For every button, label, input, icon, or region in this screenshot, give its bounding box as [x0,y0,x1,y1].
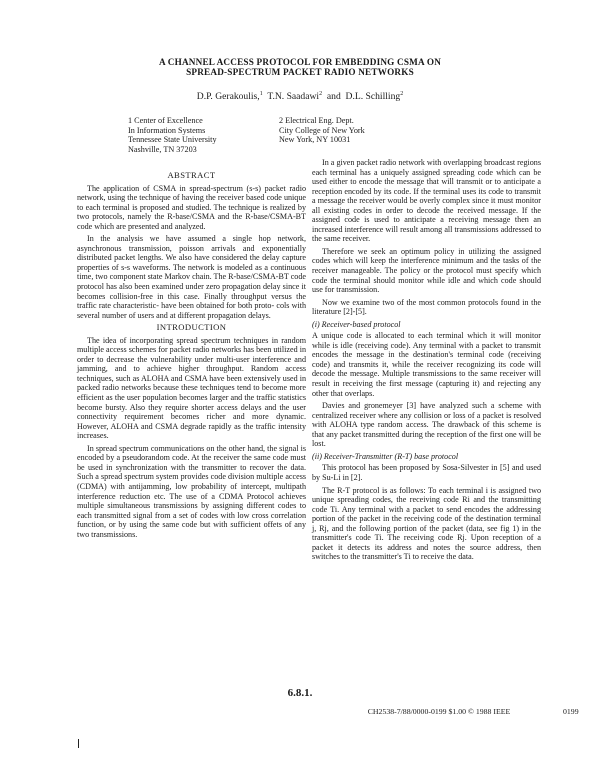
author-conjunction: and [326,91,341,103]
affiliation-left: 1 Center of Excellence In Information Systems Tennessee State University Nashville, TN 37203 [128,116,217,154]
abstract-heading: ABSTRACT [167,170,216,180]
subsection-heading: (i) Receiver-based protocol [312,319,401,329]
left-column [77,168,306,542]
copyright-footer: CH2538-7/88/0000-0199 $1.00 © 1988 IEEE [367,707,511,716]
author-name: D.P. Gerakoulis, [196,91,260,103]
page-number: 6.8.1. [287,687,313,699]
author-list: D.P. Gerakoulis,$^1$ T.N. Saadawi$^2$ and D.L. Schilling$^2$ [196,91,404,103]
author-name: D.L. Schilling [345,91,401,103]
author-name: T.N. Saadawi [267,91,320,103]
paper-title-line-2: SPREAD-SPECTRUM PACKET RADIO NETWORKS [186,67,414,77]
paragraph: Davies and gronemeyer [3] have analyzed such a scheme with centralized receiver where any collision or loss of a packet is resolved with ALOHA type random access. The drawback of this scheme is that any packet transmitted during the reception of the first one will be lost. [312,401,541,449]
right-column [312,158,541,565]
paragraph: Now we examine two of the most common protocols found in the literature [2]-[5]. [312,297,541,317]
paper-title-line-1: A CHANNEL ACCESS PROTOCOL FOR EMBEDDING CSMA ON [158,57,442,67]
affiliation-right: 2 Electrical Eng. Dept. City College of New York New York, NY 10031 [279,116,365,145]
paragraph: In spread spectrum communications on the other hand, the signal is encoded by a pseudorandom code. At the receiver the same code must be used in synchronization with the transmitter to recover the data. Such a spread spectrum system provides code division multiple access (CDMA) with antijamming, low probability of intercept, multipath interference reduction etc. The use of a CDMA Protocol achieves multiple simultaneous transmissions by assigning different codes to each transmitted signal from a set of codes with low cross correlation function, or by using the same code but with sufficient offets of any two transmissions. [77,443,306,539]
paragraph: The idea of incorporating spread spectrum techniques in random multiple access schemes for packet radio networks has been utilized in order to decrease the vulnerability under multi-user interference and jamming, and to achieve higher throughput. Random access techniques, such as ALOHA and CSMA have been extensively used in packed radio networks because these techniques tend to become more efficient as the user population becomes larger and the traffic statistics become bursty. Also they require shorter access delays and the user connectivity requirement becomes richer and more dynamic. However, ALOHA and CSMA degrade rapidly as the traffic intensity increases. [77,335,306,441]
paragraph: In the analysis we have assumed a single hop network, asynchronous transmission, poisson arrivals and exponentially distributed packet lengths. We also have considered the delay capture properties of s-s waveforms. The network is modeled as a continuous time, two component state Markov chain. The R-base/CSMA-BT code protocol has also been examined under zero propagation delay since it becomes collision-free in this case. Finally throughput versus the traffic rate characteristic- have been obtained for both proto- cols with several number of users and at different propagation delays. [77,234,306,320]
paragraph: The R-T protocol is as follows: To each terminal i is assigned two unique spreading codes, the receiving code Ri and the transmitting code Ti. Any terminal with a packet to send encodes the addressing portion of the packet in the receiving code of the destination terminal j, Rj, and the following portion of the packet (data, see fig 1) in the transmitter's code Ti. The receiving code Rj. Upon reception of a packet it detects its address and notes the source address, then switches to the transmitter's Ti to receive the data. [312,485,541,562]
paragraph: A unique code is allocated to each terminal which it will monitor while is idle (receiving code). Any terminal with a packet to transmit encodes the message in the destination's terminal code (receiving code) and transmits it, while the receiver recognizing its code will decode the message. Multiple transmissions to the same receiver will result in receiving the first message (capturing it) and rejecting any other that overlaps. [312,331,541,398]
paragraph: Therefore we seek an optimum policy in utilizing the assigned codes which will keep the interference minimum and the tasks of the receiver manageable. The policy or the protocol must specify which code the terminal should monitor while idle and which code should use for transmission. [312,246,541,295]
margin-mark [78,739,79,748]
paragraph: This protocol has been proposed by Sosa-Silvester in [5] and used by Su-Li in [2]. [312,463,541,482]
paragraph: In a given packet radio network with overlapping broadcast regions each terminal has a uniquely assigned spreading code which can be used either to encode the message that will transmit or to anticipate a reception encoded by its code. If the terminal uses its code to transmit a message the receiver would be overly complex since it must monitor all existing codes in order to decode the received message. If the assigned code is used to anticipate a receiving message then an increased interference will result among all transmissions addressed to the same receiver. [312,158,541,244]
paragraph: The application of CSMA in spread-spectrum (s-s) packet radio network, using the technique of having the receiver based code unique to each terminal is proposed and studied. The technique is realized by two protocols, namely the R-base/CSMA and the R-base/CSMA-BT code which are presented and analyzed. [77,183,306,231]
subsection-heading: (ii) Receiver-Transmitter (R-T) base protocol [312,451,459,461]
footer-page-number: 0199 [563,707,579,716]
section-heading: INTRODUCTION [156,322,227,333]
